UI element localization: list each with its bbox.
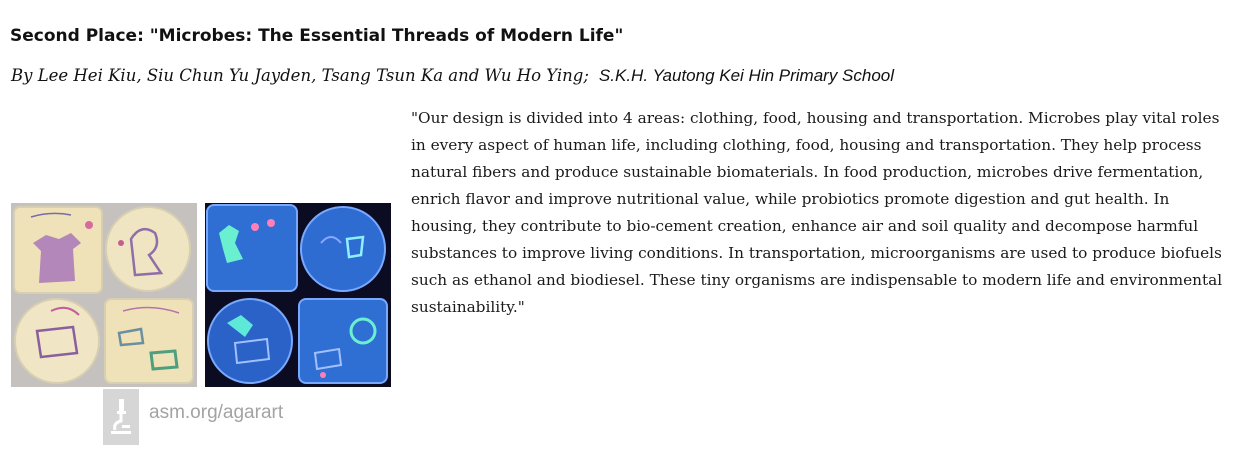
microscope-icon [103,389,139,445]
article-title: Second Place: "Microbes: The Essential Threads of Modern Life" [10,26,624,46]
byline [11,66,894,86]
agar-plates-uv-photo [205,203,391,387]
image-credit [103,389,283,445]
article-description: "Our design is divided into 4 areas: clothing, food, housing and transportation. Microbes play vital roles in every aspect of human life, including clothing, food, housing and transportation. They help process natural fibers and produce sustainable biomaterials. In food production, microbes drive fermentation, enrich flavor and improve nutritional value, while probiotics promote digestion and gut health. In housing, they contribute to bio-cement creation, enhance air and soil quality and decompose harmful substances to improve living conditions. In transportation, microorganisms are used to produce biofuels such as ethanol and biodiesel. These tiny organisms are indispensable to modern life and environmental sustainability." [411,109,1223,316]
byline-authors: By Lee Hei Kiu, Siu Chun Yu Jayden, Tsang Tsun Ka and Wu Ho Ying; [11,66,589,85]
credit-text[interactable]: asm.org/agarart [149,402,284,423]
agar-plates-daylight-photo [11,203,197,387]
byline-school: S.K.H. Yautong Kei Hin Primary School [598,66,895,85]
